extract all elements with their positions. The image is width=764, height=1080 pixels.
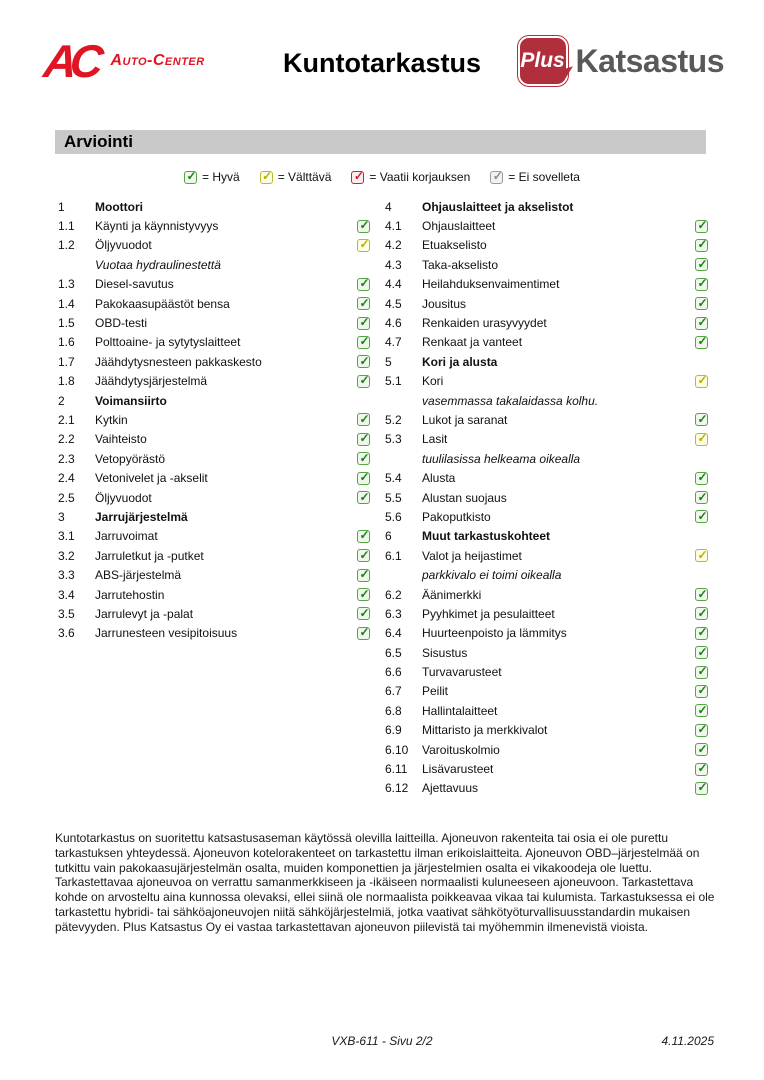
item-row	[58, 333, 370, 352]
check-icon: ✓	[697, 702, 708, 717]
check-icon: ✓	[359, 334, 370, 349]
item-number: 5	[385, 354, 392, 369]
check-icon: ✓	[492, 169, 503, 183]
item-row	[385, 643, 708, 662]
item-label: Kori ja alusta	[422, 354, 498, 369]
item-number: 4	[385, 199, 392, 214]
status-checkbox-good	[695, 782, 708, 795]
item-number: 1.8	[58, 374, 75, 389]
item-label: Jarrunesteen vesipitoisuus	[95, 626, 238, 641]
status-checkbox-good	[695, 239, 708, 252]
item-number: 2.3	[58, 451, 75, 466]
status-checkbox-good	[695, 724, 708, 737]
check-icon: ✓	[697, 218, 708, 233]
check-icon: ✓	[697, 644, 708, 659]
item-row	[385, 682, 708, 701]
check-icon: ✓	[697, 780, 708, 795]
plus-badge: Plus	[518, 36, 568, 86]
item-label: Jarrutehostin	[95, 587, 165, 602]
item-label: Öljyvuodot	[95, 490, 152, 505]
item-row	[58, 294, 370, 313]
check-icon: ✓	[697, 683, 708, 698]
check-icon: ✓	[697, 276, 708, 291]
status-checkbox-good	[695, 278, 708, 291]
status-checkbox-good	[695, 588, 708, 601]
status-checkbox-good	[695, 685, 708, 698]
item-row	[385, 721, 708, 740]
items-column-right	[385, 197, 708, 798]
item-label: tuulilasissa helkeama oikealla	[422, 451, 581, 466]
check-icon: ✓	[697, 373, 708, 388]
check-icon: ✓	[359, 276, 370, 291]
item-row	[385, 216, 708, 235]
item-row	[58, 410, 370, 429]
item-label: Lasit	[422, 432, 448, 447]
item-number: 2.2	[58, 432, 75, 447]
status-checkbox-good	[357, 375, 370, 388]
item-number: 3.2	[58, 548, 75, 563]
item-label: Vetonivelet ja -akselit	[95, 471, 208, 486]
item-number: 4.6	[385, 316, 402, 331]
status-checkbox-fair	[695, 375, 708, 388]
check-icon: ✓	[697, 256, 708, 271]
status-checkbox-na	[490, 171, 503, 184]
section-title: Arviointi	[64, 132, 133, 151]
item-label: Öljyvuodot	[95, 238, 152, 253]
rating-legend	[0, 170, 764, 184]
status-checkbox-good	[184, 171, 197, 184]
item-row	[58, 565, 370, 584]
item-label: Taka-akselisto	[422, 257, 499, 272]
item-label: Ohjauslaitteet	[422, 219, 496, 234]
status-checkbox-good	[695, 413, 708, 426]
check-icon: ✓	[262, 169, 273, 183]
status-checkbox-good	[357, 452, 370, 465]
status-checkbox-good	[695, 607, 708, 620]
status-checkbox-good	[357, 413, 370, 426]
item-label: Pakokaasupäästöt bensa	[95, 296, 230, 311]
item-row	[385, 410, 708, 429]
page-title: Kuntotarkastus	[282, 48, 482, 78]
item-row	[58, 624, 370, 643]
check-icon: ✓	[697, 315, 708, 330]
item-row	[385, 468, 708, 487]
status-checkbox-good	[357, 569, 370, 582]
item-label: Kori	[422, 374, 444, 389]
status-checkbox-good	[695, 491, 708, 504]
item-row	[385, 585, 708, 604]
status-checkbox-good	[695, 258, 708, 271]
status-checkbox-good	[695, 220, 708, 233]
item-row	[385, 294, 708, 313]
item-row	[385, 488, 708, 507]
section-header-row	[58, 507, 370, 526]
item-number: 5.3	[385, 432, 402, 447]
status-checkbox-good	[357, 607, 370, 620]
check-icon: ✓	[697, 741, 708, 756]
item-row	[385, 275, 708, 294]
item-label: Polttoaine- ja sytytyslaitteet	[95, 335, 241, 350]
status-checkbox-fair	[695, 433, 708, 446]
item-label: Muut tarkastuskohteet	[422, 529, 551, 544]
check-icon: ✓	[359, 567, 370, 582]
section-header-row	[385, 527, 708, 546]
status-checkbox-good	[357, 297, 370, 310]
status-checkbox-good	[357, 220, 370, 233]
item-label: Sisustus	[422, 645, 468, 660]
item-number: 4.7	[385, 335, 402, 350]
check-icon: ✓	[697, 722, 708, 737]
status-checkbox-good	[357, 530, 370, 543]
items-column-left	[58, 197, 370, 643]
remark-row	[385, 449, 708, 468]
check-icon: ✓	[359, 547, 370, 562]
item-label: Vaihteisto	[95, 432, 147, 447]
section-header-row	[385, 197, 708, 216]
section-header-row	[385, 352, 708, 371]
item-row	[385, 430, 708, 449]
item-row	[385, 740, 708, 759]
item-number: 6.7	[385, 684, 402, 699]
check-icon: ✓	[359, 489, 370, 504]
item-row	[385, 662, 708, 681]
item-label: Varoituskolmio	[422, 742, 500, 757]
disclaimer-text: Kuntotarkastus on suoritettu katsastusaseman käytössä olevilla laitteilla. Ajoneuvon rakenteita tai osia ei ole purettu tarkastuksen yhteydessä. Ajoneuvon kotelorakenteet on tarkastettu ilman erikoislaitteita. Ajoneuvon OBD–järjestelmää on tutkittu vain pakokaasujärjestelmän osalta, muiden komponettien ja järjestelmien osalta ei vikakoodeja ole luettu. Tarkastettavaa ajoneuvoa on verrattu samanmerkkiseen ja -ikäiseen normaalisti kuluneeseen ajoneuvoon. Tarkastettava kohde on arvosteltu aina kunnossa olevaksi, ellei siinä ole normaalista poikkeavaa vikaa tai kulumista. Tarkastuksessa ei ole tarkastettu hybridi- tai sähköajoneuvojen niitä sähköjärjestelmiä, jotka vaativat sähkötyöturvallisuusstandardin mukaisen pätevyyden. Plus Katsastus Oy ei vastaa tarkastettavan ajoneuvon piilevistä tai myöhemmin ilmenevistä vioista.	[55, 831, 715, 934]
auto-center-logo-text: Auto-Center	[110, 52, 205, 69]
status-checkbox-fair	[260, 171, 273, 184]
item-number: 4.2	[385, 238, 402, 253]
item-row	[58, 430, 370, 449]
legend-label: = Hyvä	[202, 170, 240, 184]
item-number: 3.5	[58, 606, 75, 621]
status-checkbox-fair	[357, 239, 370, 252]
item-number: 6.6	[385, 665, 402, 680]
check-icon: ✓	[359, 528, 370, 543]
item-row	[58, 372, 370, 391]
item-number: 3.3	[58, 568, 75, 583]
status-checkbox-good	[357, 588, 370, 601]
item-number: 1.1	[58, 219, 75, 234]
item-number: 2.4	[58, 471, 75, 486]
check-icon: ✓	[359, 431, 370, 446]
item-row	[385, 333, 708, 352]
item-label: Jarrujärjestelmä	[95, 509, 188, 524]
status-checkbox-good	[695, 510, 708, 523]
item-label: Valot ja heijastimet	[422, 548, 522, 563]
status-checkbox-good	[357, 472, 370, 485]
status-checkbox-good	[695, 666, 708, 679]
item-label: Moottori	[95, 199, 143, 214]
status-checkbox-good	[695, 646, 708, 659]
remark-row	[58, 255, 370, 274]
item-label: Jäähdytysjärjestelmä	[95, 374, 208, 389]
item-number: 5.1	[385, 374, 402, 389]
item-label: Jarruletkut ja -putket	[95, 548, 204, 563]
item-number: 6.8	[385, 703, 402, 718]
check-icon: ✓	[697, 508, 708, 523]
item-number: 4.4	[385, 277, 402, 292]
item-row	[58, 236, 370, 255]
item-row	[385, 255, 708, 274]
inspection-items	[58, 197, 708, 798]
item-row	[385, 624, 708, 643]
check-icon: ✓	[697, 547, 708, 562]
check-icon: ✓	[359, 237, 370, 252]
item-number: 3.6	[58, 626, 75, 641]
item-row	[58, 275, 370, 294]
item-label: Etuakselisto	[422, 238, 487, 253]
item-number: 6.2	[385, 587, 402, 602]
check-icon: ✓	[359, 470, 370, 485]
item-number: 1.3	[58, 277, 75, 292]
status-checkbox-repair	[351, 171, 364, 184]
check-icon: ✓	[697, 411, 708, 426]
item-number: 6.12	[385, 781, 409, 796]
item-label: Jousitus	[422, 296, 467, 311]
item-number: 6.3	[385, 606, 402, 621]
status-checkbox-good	[357, 317, 370, 330]
item-number: 6	[385, 529, 392, 544]
item-row	[58, 468, 370, 487]
status-checkbox-good	[357, 433, 370, 446]
auto-center-logo-mark: AC	[41, 35, 100, 87]
legend-item-good	[184, 170, 240, 184]
item-label: Vetopyörästö	[95, 451, 166, 466]
item-label: Äänimerkki	[422, 587, 482, 602]
item-row	[385, 507, 708, 526]
check-icon: ✓	[697, 664, 708, 679]
item-number: 4.1	[385, 219, 402, 234]
item-number: 2.1	[58, 412, 75, 427]
check-icon: ✓	[697, 586, 708, 601]
item-number: 5.6	[385, 509, 402, 524]
item-label: Diesel-savutus	[95, 277, 174, 292]
item-label: Lisävarusteet	[422, 762, 494, 777]
item-label: Ajettavuus	[422, 781, 479, 796]
check-icon: ✓	[697, 295, 708, 310]
item-number: 6.5	[385, 645, 402, 660]
item-label: Jarruvoimat	[95, 529, 158, 544]
report-date: 4.11.2025	[661, 1034, 714, 1048]
item-number: 4.3	[385, 257, 402, 272]
status-checkbox-good	[695, 743, 708, 756]
check-icon: ✓	[359, 411, 370, 426]
item-number: 1.7	[58, 354, 75, 369]
item-label: Pakoputkisto	[422, 509, 491, 524]
check-icon: ✓	[359, 353, 370, 368]
item-label: Peilit	[422, 684, 449, 699]
check-icon: ✓	[697, 489, 708, 504]
item-number: 3.1	[58, 529, 75, 544]
item-number: 1.5	[58, 316, 75, 331]
check-icon: ✓	[186, 169, 197, 183]
item-row	[58, 352, 370, 371]
item-number: 5.5	[385, 490, 402, 505]
item-label: Renkaiden urasyvyydet	[422, 316, 547, 331]
item-number: 1.4	[58, 296, 75, 311]
item-row	[58, 585, 370, 604]
check-icon: ✓	[359, 625, 370, 640]
check-icon: ✓	[697, 625, 708, 640]
item-row	[385, 313, 708, 332]
item-label: Hallintalaitteet	[422, 703, 498, 718]
remark-row	[385, 565, 708, 584]
status-checkbox-good	[357, 278, 370, 291]
plate-and-page-number: VXB-611 - Sivu 2/2	[331, 1034, 433, 1048]
status-checkbox-good	[357, 336, 370, 349]
status-checkbox-good	[695, 763, 708, 776]
item-label: Mittaristo ja merkkivalot	[422, 723, 548, 738]
item-label: Alustan suojaus	[422, 490, 507, 505]
check-icon: ✓	[697, 470, 708, 485]
status-checkbox-good	[695, 297, 708, 310]
item-number: 6.9	[385, 723, 402, 738]
legend-item-na	[490, 170, 580, 184]
item-number: 2.5	[58, 490, 75, 505]
item-row	[385, 779, 708, 798]
item-row	[58, 527, 370, 546]
item-row	[385, 372, 708, 391]
check-icon: ✓	[697, 761, 708, 776]
legend-label: = Ei sovelleta	[508, 170, 580, 184]
item-number: 5.4	[385, 471, 402, 486]
item-row	[58, 604, 370, 623]
check-icon: ✓	[697, 334, 708, 349]
status-checkbox-good	[357, 627, 370, 640]
item-label: OBD-testi	[95, 316, 148, 331]
check-icon: ✓	[359, 605, 370, 620]
item-number: 3	[58, 509, 65, 524]
item-label: Voimansiirto	[95, 393, 167, 408]
status-checkbox-fair	[695, 549, 708, 562]
item-number: 6.11	[385, 762, 408, 777]
item-row	[385, 701, 708, 720]
item-label: Jarrulevyt ja -palat	[95, 606, 194, 621]
check-icon: ✓	[697, 431, 708, 446]
status-checkbox-good	[695, 472, 708, 485]
page-footer	[0, 1034, 764, 1050]
item-number: 6.1	[385, 548, 402, 563]
plus-katsastus-logo	[518, 36, 724, 86]
legend-item-repair	[351, 170, 470, 184]
check-icon: ✓	[353, 169, 364, 183]
item-label: Turvavarusteet	[422, 665, 502, 680]
item-number: 6.4	[385, 626, 402, 641]
item-label: Vuotaa hydraulinestettä	[95, 257, 221, 272]
item-label: ABS-järjestelmä	[95, 568, 182, 583]
katsastus-logo-text: Katsastus	[575, 42, 724, 79]
legend-label: = Välttävä	[277, 170, 332, 184]
section-header-row	[58, 391, 370, 410]
legend-label: = Vaatii korjauksen	[369, 170, 471, 184]
item-row	[58, 449, 370, 468]
item-row	[58, 546, 370, 565]
item-row	[385, 759, 708, 778]
section-header-row	[58, 197, 370, 216]
status-checkbox-good	[695, 336, 708, 349]
check-icon: ✓	[697, 605, 708, 620]
item-row	[385, 546, 708, 565]
remark-row	[385, 391, 708, 410]
item-label: vasemmassa takalaidassa kolhu.	[422, 393, 599, 408]
item-label: Alusta	[422, 471, 456, 486]
item-label: parkkivalo ei toimi oikealla	[422, 568, 562, 583]
item-number: 6.10	[385, 742, 409, 757]
section-title-bar	[55, 130, 706, 154]
item-label: Ohjauslaitteet ja akselistot	[422, 199, 574, 214]
item-label: Pyyhkimet ja pesulaitteet	[422, 606, 555, 621]
item-number: 3.4	[58, 587, 75, 602]
check-icon: ✓	[359, 218, 370, 233]
item-row	[58, 216, 370, 235]
item-row	[58, 313, 370, 332]
item-label: Jäähdytysnesteen pakkaskesto	[95, 354, 262, 369]
legend-item-fair	[260, 170, 332, 184]
check-icon: ✓	[359, 295, 370, 310]
check-icon: ✓	[359, 450, 370, 465]
check-icon: ✓	[697, 237, 708, 252]
item-number: 1.6	[58, 335, 75, 350]
status-checkbox-good	[695, 317, 708, 330]
item-row	[385, 236, 708, 255]
item-number: 1	[58, 199, 65, 214]
check-icon: ✓	[359, 373, 370, 388]
item-label: Huurteenpoisto ja lämmitys	[422, 626, 567, 641]
item-label: Käynti ja käynnistyvyys	[95, 219, 219, 234]
check-icon: ✓	[359, 315, 370, 330]
item-row	[385, 604, 708, 623]
item-number: 1.2	[58, 238, 75, 253]
item-label: Heilahduksenvaimentimet	[422, 277, 560, 292]
item-label: Renkaat ja vanteet	[422, 335, 523, 350]
item-row	[58, 488, 370, 507]
item-number: 5.2	[385, 412, 402, 427]
item-label: Lukot ja saranat	[422, 412, 508, 427]
check-icon: ✓	[359, 586, 370, 601]
item-number: 4.5	[385, 296, 402, 311]
item-number: 2	[58, 393, 65, 408]
status-checkbox-good	[695, 704, 708, 717]
status-checkbox-good	[357, 491, 370, 504]
status-checkbox-good	[357, 549, 370, 562]
status-checkbox-good	[357, 355, 370, 368]
status-checkbox-good	[695, 627, 708, 640]
item-label: Kytkin	[95, 412, 128, 427]
